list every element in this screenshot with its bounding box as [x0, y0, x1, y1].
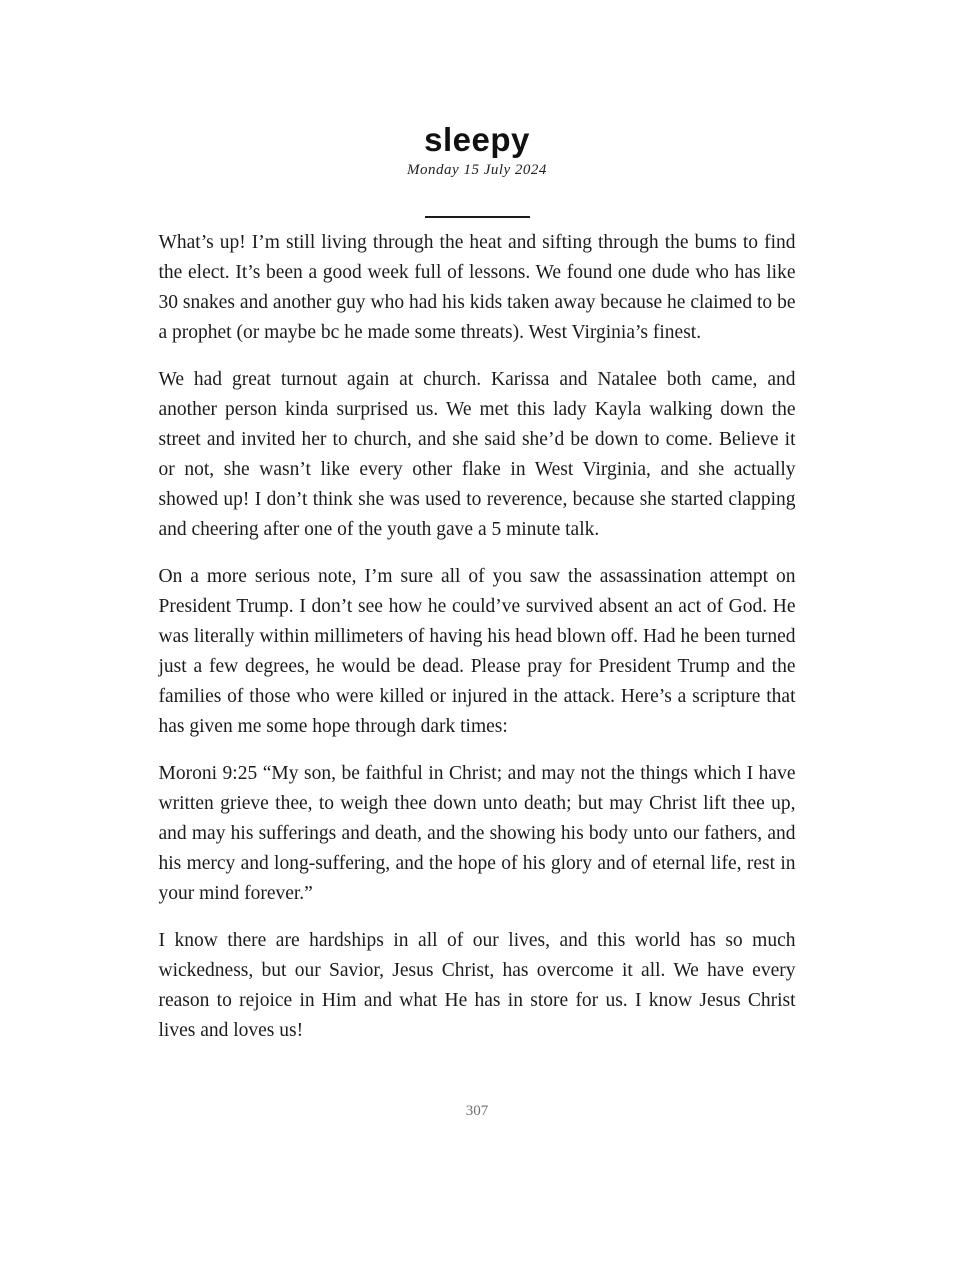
paragraph: I know there are hardships in all of our lives, and this world has so much wickedness, but our Savior, Jesus Christ, has overcome it all. We have every reason to rejoice in Him and what He has in store for us. I know Jesus Christ lives and loves us! [158, 930, 796, 1041]
paragraph: Moroni 9:25 “My son, be faithful in Christ; and may not the things which I have written grieve thee, to weigh thee down unto death; but may Christ lift thee up, and may his sufferings and death, and the showing his body unto our fathers, and his mercy and long-suffering, and the hope of his glory and of eternal life, rest in your mind forever.” [158, 763, 796, 904]
page-title: sleepy [424, 121, 530, 158]
divider [425, 216, 530, 218]
paragraph: What’s up! I’m still living through the heat and sifting through the bums to find the elect. It’s been a good week full of lessons. We found one dude who has like 30 snakes and another guy who had his kids taken away because he claimed to be a prophet (or maybe bc he made some threats). West Virginia’s finest. [158, 232, 796, 343]
page-number: 307 [465, 1103, 489, 1119]
entry-date: Monday 15 July 2024 [407, 162, 547, 178]
paragraph: We had great turnout again at church. Karissa and Natalee both came, and another person kinda surprised us. We met this lady Kayla walking down the street and invited her to church, and she said she’d be down to come. Believe it or not, she wasn’t like every other flake in West Virginia, and she actually showed up! I don’t think she was used to reverence, because she started clapping and cheering after one of the youth gave a 5 minute talk. [158, 369, 796, 540]
document-page [159, 0, 796, 1121]
paragraph: On a more serious note, I’m sure all of you saw the assassination attempt on President Trump. I don’t see how he could’ve survived absent an act of God. He was literally within millimeters of having his head blown off. Had he been turned just a few degrees, he would be dead. Please pray for President Trump and the families of those who were killed or injured in the attack. Here’s a scripture that has given me some hope through dark times: [158, 566, 796, 737]
entry-body [159, 228, 796, 1046]
